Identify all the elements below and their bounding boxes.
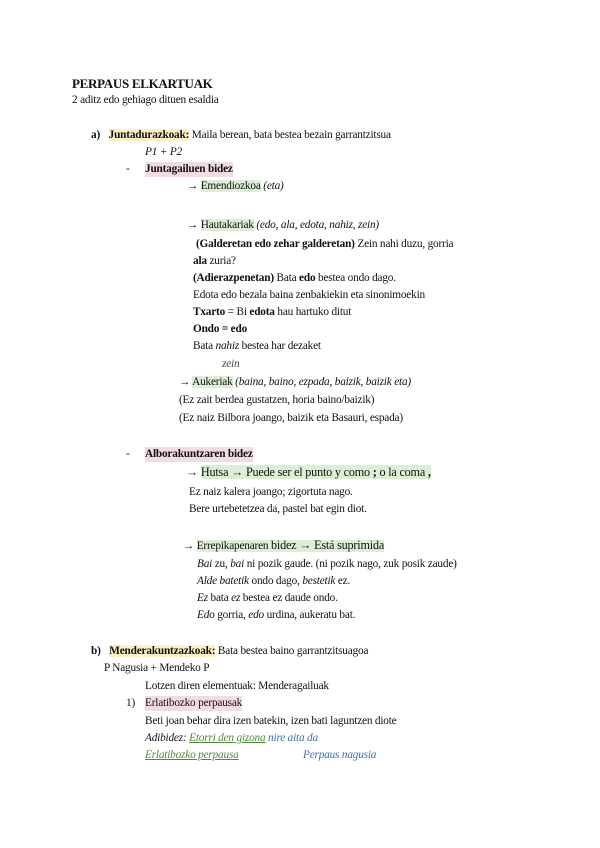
section-a-marker: a) (91, 129, 101, 141)
alborakuntza-example-2: Bere urtebetetzea da, pastel bat egin diot. (189, 503, 367, 515)
bold-label: (Galderetan edo zehar galderetan) (196, 238, 355, 250)
errepikapena-line (183, 538, 384, 554)
arrow-right-icon: → (187, 180, 201, 192)
comma-symbol: , (427, 465, 431, 479)
aukeriak-example-2: (Ez naiz Bilbora joango, baizik eta Basauri, espada) (179, 412, 403, 424)
example-text: urdina, aukeratu bat. (263, 609, 356, 621)
example-text: zuria? (206, 255, 236, 267)
bold-word: edo (299, 272, 316, 284)
hautakariak-line (187, 218, 379, 233)
errepikapena-label: Errepikapenaren (196, 540, 271, 552)
section-a-heading (91, 128, 391, 143)
example-relative-clause: Etorri den gizona (189, 732, 266, 744)
italic-word: Ez (197, 592, 208, 604)
example-text: hau hartuko ditut (274, 306, 352, 318)
hutsa-line (186, 465, 431, 480)
example-text: ez. (335, 575, 351, 587)
section-b-description: Bata bestea baino garrantzitsuagoa (215, 645, 369, 657)
hautakariak-label: Hautakariak (200, 219, 254, 231)
hautakariak-example-5 (193, 305, 351, 320)
section-b-elements: Lotzen diren elementuak: Menderagailuak (145, 680, 329, 692)
example-text: Bata (273, 272, 300, 284)
example-text: = Bi (225, 306, 250, 318)
errepikapena-note: bidez → Está suprimida (271, 538, 385, 552)
caption-relative-clause: Erlatibozko perpausa (145, 749, 239, 761)
bold-label: (Adierazpenetan) (193, 272, 274, 284)
section-b-heading (91, 644, 368, 659)
emendiozkoa-line (187, 179, 284, 194)
italic-word: ez (231, 592, 241, 604)
hautakariak-examples: (edo, ala, edota, nahiz, zein) (253, 219, 379, 231)
emendiozkoa-label: Emendiozkoa (200, 180, 261, 192)
erlatibozko-example (145, 731, 318, 746)
example-text: bata (207, 592, 232, 604)
example-text: ni pozik gaude. (ni pozik nago, zuk posik zaude) (244, 558, 457, 570)
aukeriak-example-1: (Ez zait berdea gustatzen, horia baino/baizik) (179, 394, 375, 406)
errepikapena-highlight (197, 540, 384, 552)
hutsa-text: o la coma (376, 465, 428, 479)
section-b-marker: b) (91, 645, 101, 657)
hautakariak-example-4: Edota edo bezala baina zenbakiekin eta sinonimoekin (193, 289, 425, 301)
juntagailuen-heading: Juntagailuen bidez (145, 163, 233, 175)
arrow-right-icon: → (183, 540, 197, 552)
item-1-marker: 1) (126, 697, 136, 709)
example-text: bestea har dezaket (239, 340, 321, 352)
bold-label: ala (193, 255, 207, 267)
example-text: zu, (212, 558, 231, 570)
hutsa-highlight (201, 465, 431, 479)
arrow-right-icon: → (187, 219, 201, 231)
example-text: Zein nahi duzu, gorria (354, 238, 454, 250)
hautakariak-example-8: zein (222, 358, 240, 370)
example-text: bestea ez daude ondo. (240, 592, 338, 604)
caption-main-clause: Perpaus nagusia (303, 749, 377, 761)
section-a-description: Maila berean, bata bestea bezain garrantzitsua (189, 129, 391, 141)
example-text: ondo dago, (248, 575, 303, 587)
hautakariak-example-2 (193, 254, 236, 269)
section-a-title: Juntadurazkoak: (108, 129, 190, 141)
arrow-right-icon: → (179, 376, 193, 388)
aukeriak-line (179, 375, 411, 390)
example-main-clause: nire aita da (265, 732, 318, 744)
section-b-title: Menderakuntzazkoak: (109, 645, 216, 657)
errepikapena-example-4 (197, 608, 355, 623)
hutsa-text: Hutsa → Puede ser el punto y como (200, 465, 373, 479)
alborakuntza-example-1: Ez naiz kalera joango; zigortuta nago. (189, 486, 353, 498)
hautakariak-example-7 (193, 339, 321, 354)
hautakariak-example-3 (193, 271, 396, 286)
italic-word: nahiz (215, 340, 240, 352)
bold-label: Txarto (193, 306, 226, 318)
italic-word: Bai (197, 558, 213, 570)
errepikapena-example-2 (197, 574, 350, 589)
section-b-formula: P Nagusia + Mendeko P (104, 662, 210, 674)
section-a-formula: P1 + P2 (145, 146, 182, 158)
example-text: Bata (193, 340, 216, 352)
italic-word: Alde batetik (197, 575, 249, 587)
arrow-right-icon: → (186, 465, 201, 479)
example-label: Adibidez: (145, 732, 187, 744)
bold-word: edota (249, 306, 275, 318)
errepikapena-example-3 (197, 591, 338, 606)
bullet-dash: - (126, 163, 130, 175)
semicolon-symbol: ; (372, 465, 377, 479)
bullet-dash: - (126, 448, 130, 460)
example-text: bestea ondo dago. (315, 272, 396, 284)
page-subtitle: 2 aditz edo gehiago dituen esaldia (72, 94, 219, 106)
emendiozkoa-examples: (eta) (260, 180, 284, 192)
hautakariak-example-1 (196, 237, 453, 252)
page-title: PERPAUS ELKARTUAK (72, 76, 213, 91)
italic-word: Edo (197, 609, 215, 621)
example-text: gorria, (214, 609, 249, 621)
erlatibozko-description: Beti joan behar dira izen batekin, izen bati laguntzen diote (145, 715, 397, 727)
italic-word: edo (248, 609, 264, 621)
hautakariak-example-6: Ondo = edo (193, 323, 248, 335)
aukeriak-examples: (baina, baino, ezpada, baizik, baizik eta) (232, 376, 411, 388)
alborakuntza-heading: Alborakuntzaren bidez (145, 448, 253, 460)
italic-word: bai (230, 558, 245, 570)
aukeriak-label: Aukeriak (192, 376, 233, 388)
erlatibozko-heading: Erlatibozko perpausak (145, 697, 243, 709)
errepikapena-example-1 (197, 557, 457, 572)
italic-word: bestetik (302, 575, 336, 587)
